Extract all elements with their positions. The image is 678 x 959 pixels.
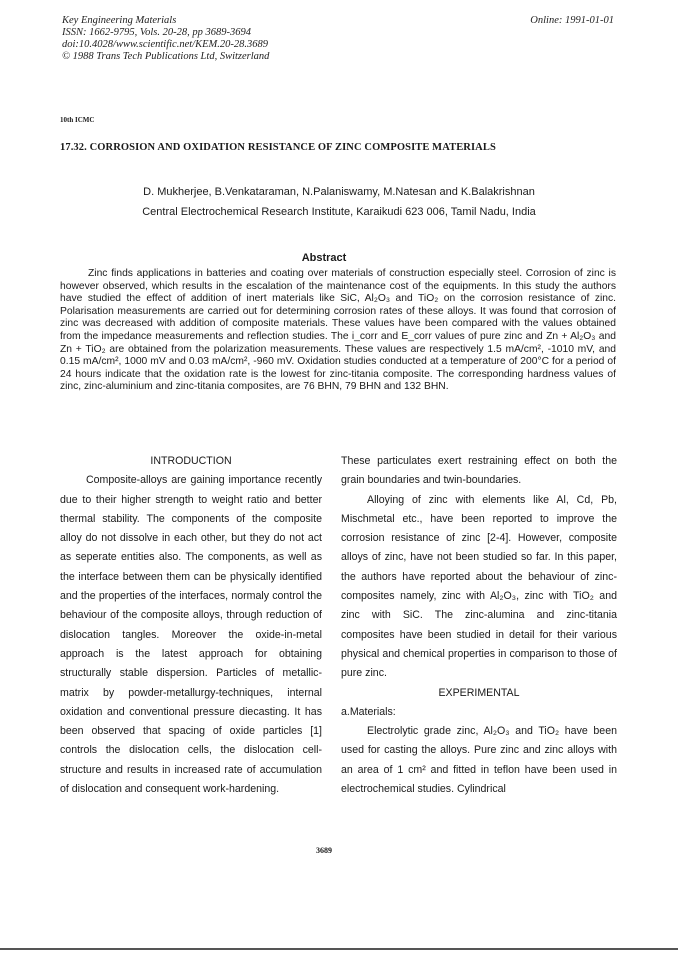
body-paragraph-2: Alloying of zinc with elements like Al, Cd, Pb, Mischmetal etc., have been reported to improve the corrosion resistance of zinc [2-4]. However, composite alloys of zinc, have not been studied so far. In this paper, the authors have reported about the behaviour of zinc-composites namely, zinc with Al₂O₃, zinc with TiO₂ and zinc with SiC. The zinc-alumina and zinc-titania composites have been studied in detail for their various physical and chemical properties in comparison to those of pure zinc. [341,493,617,680]
online-date: Online: 1991-01-01 [530,15,614,26]
right-column [341,452,617,799]
left-column [60,452,322,799]
author-list: D. Mukherjee, B.Venkataraman, N.Palaniswamy, M.Natesan and K.Balakrishnan [143,186,535,198]
materials-heading: a.Materials: [341,705,396,718]
affiliation: Central Electrochemical Research Institute, Karaikudi 623 006, Tamil Nadu, India [142,206,536,218]
doi-line: doi:10.4028/www.scientific.net/KEM.20-28.3689 [62,39,268,50]
copyright-line: © 1988 Trans Tech Publications Ltd, Switzerland [62,51,270,62]
abstract-body: Zinc finds applications in batteries and coating over materials of construction especially steel. Corrosion of zinc is however observed, which results in the escalation of the maintenance cost of the equipments. In this study the authors have studied the effect of addition of inert materials like SiC, Al₂O₃ and TiO₂ on the corrosion resistance of zinc. Polarisation measurements are carried out for determining corrosion rates of these alloys. It was found that corrosion of zinc was decreased with addition of composite materials. These values have been compared with the values obtained from the impedance measurements and reflection studies. The i_corr and E_corr values of pure zinc and Zn + Al₂O₃ and Zn + TiO₂ are obtained from the polarization measurements. These values are respectively 1.5 mA/cm², -1010 mV, and 0.15 mA/cm², 1000 mV and 0.03 mA/cm², -960 mV. Oxidation studies conducted at a temperature of 200°C for a period of 24 hours indicate that the oxidation rate is the lowest for zinc-titania composite. The corresponding hardness values of zinc, zinc-aluminium and zinc-titania composites, are 76 BHN, 79 BHN and 132 BHN. [60,268,616,393]
citation-block [62,15,269,63]
introduction-heading: INTRODUCTION [150,455,232,467]
abstract-heading: Abstract [301,252,347,264]
bottom-border [0,948,678,950]
materials-paragraph: Electrolytic grade zinc, Al₂O₃ and TiO₂ have been used for casting the alloys. Pure zinc and zinc alloys with an area of 1 cm² and fitted in teflon have been used in electrochemical studies. Cylindrical [341,725,617,796]
journal-name: Key Engineering Materials [62,15,177,26]
introduction-paragraph: Composite-alloys are gaining importance recently due to their higher strength to weight ratio and better thermal stability. The components of the composite alloy do not dissolve in each other, but they do not act as seperate entities also. The components, as well as the interface between them can be physically identified and the properties of the interfaces, normaly control the behaviour of the composite alloys, through reduction of dislocation tangles. Moreover the oxide-in-metal approach is the latest approach for obtaining structurally stable dispersion. Particles of metallic-matrix by powder-metallurgy-techniques, internal oxidation and conventional pressure diecasting. It has been observed that spacing of oxide particles [1] controls the dislocation cells, the dislocation cell-structure and results in increased rate of accumulation of dislocation and consequent work-hardening. [60,474,322,796]
issn-line: ISSN: 1662-9795, Vols. 20-28, pp 3689-3694 [62,27,251,38]
page-number: 3689 [316,846,332,855]
body-paragraph-1: These particulates exert restraining effect on both the grain boundaries and twin-boundaries. [341,455,617,487]
conference-label: 10th ICMC [60,116,95,124]
experimental-heading: EXPERIMENTAL [438,686,520,699]
paper-title: 17.32. CORROSION AND OXIDATION RESISTANCE OF ZINC COMPOSITE MATERIALS [60,142,496,153]
